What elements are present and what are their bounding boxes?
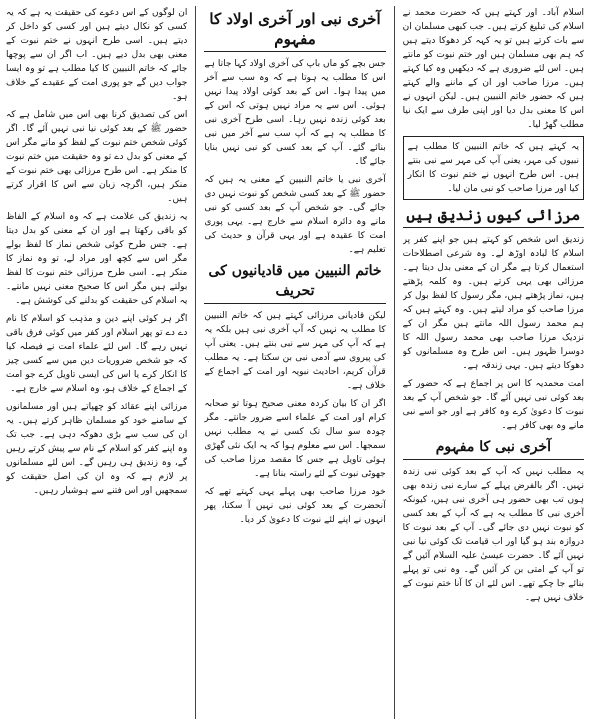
right-column-para-3: زندیق اس شخص کو کہتے ہیں جو اپنے کفر پر اسلام کا لبادہ اوڑھ لے۔ وہ شرعی اصطلاحات استعمال کرتا ہے مگر ان کے معنی بدل دیتا ہے۔ مرزائی بھی یہی کرتے ہیں۔ وہ کلمہ پڑھتے ہیں، نماز پڑھتے ہیں، مگر رسول کا لفظ بول کر مرزا صاحب کو مراد لیتے ہیں۔ وہ کہتے ہیں کہ ہم محمد رسول اللہ مانتے ہیں مگر ان کے نزدیک مرزا صاحب بھی محمد رسول اللہ کا دوسرا ظہور ہیں۔ اس طرح وہ مسلمانوں کو دھوکا دیتے ہیں۔ یہی زندقہ ہے۔ (402, 235, 584, 371)
heading-qadiani-distortion: خاتم النبیین میں قادیانیوں کی تحریف (204, 261, 385, 304)
middle-column-para-1: جس بچے کو ماں باپ کی آخری اولاد کہا جاتا ہے اس کا مطلب یہ ہوتا ہے کہ وہ سب سے آخر میں پیدا ہوا۔ اس کے بعد کوئی اولاد پیدا نہیں ہوئی۔ اس سے یہ مراد نہیں ہوتی کہ اس کے بعد کوئی زندہ نہیں رہا۔ اسی طرح آخری نبی کا مطلب یہ ہے کہ آپ سب سے آخر میں نبی بنائے گئے۔ آپ کے بعد کسی کو نبی نہیں بنایا جائے گا۔ (204, 59, 386, 167)
left-column-para-5: مرزائی اپنے عقائد کو چھپاتے ہیں اور مسلمانوں کے سامنے خود کو مسلمان ظاہر کرتے ہیں۔ یہ ان کی سب سے بڑی دھوکہ دہی ہے۔ جب تک وہ اپنے کفر کو اسلام کے نام سے پیش کرتے رہیں گے، وہ زندیق ہی رہیں گے۔ اس لئے مسلمانوں پر لازم ہے کہ وہ ان کی اصل حقیقت کو سمجھیں اور اس فتنے سے ہوشیار رہیں۔ (6, 402, 188, 496)
middle-column-para-2: آخری نبی یا خاتم النبیین کے معنی یہ ہیں کہ حضور ﷺ کے بعد کسی شخص کو نبوت نہیں دی جائے گی۔ جو شخص آپ کے بعد کسی کو نبی مانے وہ دائرہ اسلام سے خارج ہے۔ یہی پوری امت کا عقیدہ ہے اور یہی قرآن و حدیث کی تعلیم ہے۔ (204, 175, 386, 255)
left-column-para-1: ان لوگوں کے اس دعوے کی حقیقت یہ ہے کہ یہ کسی کو نکال دیتے ہیں اور کسی کو داخل کر دیتے ہیں۔ اسی طرح انہوں نے ختم نبوت کے معنی بھی بدل دیے ہیں۔ اب اگر ان سے پوچھا جائے کہ خاتم النبیین کا کیا مطلب ہے تو وہ ایسا جواب دیں گے جو پوری امت کے عقیدے کے خلاف ہو۔ (6, 8, 188, 102)
right-column-para-5: یہ مطلب نہیں کہ آپ کے بعد کوئی نبی زندہ نہیں۔ اگر بالفرض پہلے کے سارے نبی زندہ بھی ہوں تب بھی حضور ہی آخری نبی ہیں، کیونکہ آخری نبی کا مطلب یہ ہے کہ آپ کے بعد کسی کو نبوت نہیں دی جائے گی۔ آپ کے بعد نبوت کا دروازہ بند ہو گیا اور اب قیامت تک کوئی نیا نبی نہیں آئے گا۔ حضرت عیسیٰ علیہ السلام آئیں گے تو آپ کے امتی بن کر آئیں گے۔ وہ نبی تو پہلے بنائے جا چکے تھے۔ اس لئے ان کا آنا ختم نبوت کے خلاف نہیں ہے۔ (402, 467, 584, 603)
heading-mirzai-zindeeq: مرزائی کیوں زندیق ہیں (403, 205, 584, 228)
middle-column-para-3: لیکن قادیانی مرزائی کہتے ہیں کہ خاتم النبیین کا مطلب یہ نہیں کہ آپ آخری نبی ہیں بلکہ یہ ہے کہ آپ کی مہر سے نبی بنتے ہیں۔ یعنی آپ کی پیروی سے آدمی نبی بن سکتا ہے۔ یہ مطلب قرآن کریم، احادیث نبویہ اور امت کے اجماع کے خلاف ہے۔ (204, 311, 386, 391)
right-column (403, 6, 584, 719)
left-column-para-4: اگر ہر کوئی اپنے دین و مذہب کو اسلام کا نام دے دے تو پھر اسلام اور کفر میں کوئی فرق باقی نہیں رہے گا۔ اس لئے علماء امت نے فیصلہ کیا کہ جو شخص ضروریات دین میں سے کسی چیز کا انکار کرے یا اس کی ایسی تاویل کرے جو امت کے اجماع کے خلاف ہو، وہ اسلام سے خارج ہے۔ (6, 314, 188, 394)
right-column-boxed-note (403, 136, 584, 200)
middle-column (204, 6, 385, 719)
left-column-para-3: یہ زندیق کی علامت ہے کہ وہ اسلام کے الفاظ کو باقی رکھتا ہے اور ان کے معنی کو بدل دیتا ہے۔ جس طرح کوئی شخص نماز کا لفظ بولے مگر اس سے کچھ اور مراد لے، تو وہ نماز کا منکر ہے۔ اسی طرح مرزائی ختم نبوت کا لفظ بولتے ہیں مگر اس کا صحیح معنی نہیں مانتے۔ یہ اسلام کی حقیقت کو بدلنے کی کوشش ہے۔ (6, 212, 188, 306)
right-column-para-4: امت محمدیہ کا اس پر اجماع ہے کہ حضور کے بعد کوئی نبی نہیں آئے گا۔ جو شخص آپ کے بعد نبوت کا دعویٰ کرے وہ کافر ہے اور جو اسے نبی مانے وہ بھی کافر ہے۔ (402, 379, 584, 431)
left-column (6, 6, 187, 719)
right-column-para-2: یہ کہتے ہیں کہ خاتم النبیین کا مطلب ہے نبیوں کی مہر، یعنی آپ کی مہر سے نبی بنتے ہیں۔ اس طرح انہوں نے ختم نبوت کا انکار کیا اور مرزا صاحب کو نبی مان لیا۔ (407, 142, 579, 194)
right-column-para-1: اسلام آباد۔ اور کہتے ہیں کہ حضرت محمد نے اسلام کی تبلیغ کرتے ہیں۔ جب کبھی مسلمان ان سے بات کرتے ہیں تو یہ کہہ کر دھوکا دیتے ہیں کہ ہم بھی مسلمان ہیں اور ختم نبوت کو مانتے ہیں۔ اس لئے ضروری ہے کہ دیکھیں وہ کیا کہتے ہیں۔ مرزا صاحب اور ان کے ماننے والے کہتے ہیں کہ حضور خاتم النبیین ہیں۔ لیکن انہوں نے اس کا معنی بدل دیا اور اپنی طرف سے ایک نیا مطلب گھڑ لیا۔ (402, 8, 584, 130)
left-column-para-2: اس کی تصدیق کرنا بھی اس میں شامل ہے کہ حضور ﷺ کے بعد کوئی نیا نبی نہیں آئے گا۔ اگر کوئی شخص ختم نبوت کے لفظ کو مانے مگر اس کے معنی کو بدل دے تو وہ حقیقت میں ختم نبوت کا منکر ہے۔ اس طرح مرزائی بھی ختم نبوت کے منکر ہیں، اگرچہ زبان سے اس کا اقرار کرتے ہیں۔ (6, 110, 188, 204)
middle-column-para-5: خود مرزا صاحب بھی پہلے یہی کہتے تھے کہ آنحضرت کے بعد کوئی نبی نہیں آ سکتا، پھر انہوں نے اپنے لئے نبوت کا دعویٰ کر دیا۔ (204, 487, 386, 525)
column-divider-1 (394, 6, 395, 719)
heading-last-prophet-meaning: آخری نبی کا مفہوم (403, 437, 584, 460)
column-divider-2 (195, 6, 196, 719)
middle-column-para-4: اگر ان کا بیان کردہ معنی صحیح ہوتا تو صحابہ کرام اور امت کے علماء اسے ضرور جانتے۔ مگر چودہ سو سال تک کسی نے یہ مطلب نہیں سمجھا۔ اس سے معلوم ہوا کہ یہ ایک نئی گھڑی ہوئی تاویل ہے جس کا مقصد مرزا صاحب کی جھوٹی نبوت کے لئے راستہ بنانا ہے۔ (204, 399, 386, 479)
heading-last-prophet-last-child: آخری نبی اور آخری اولاد کا مفہوم (204, 9, 385, 52)
